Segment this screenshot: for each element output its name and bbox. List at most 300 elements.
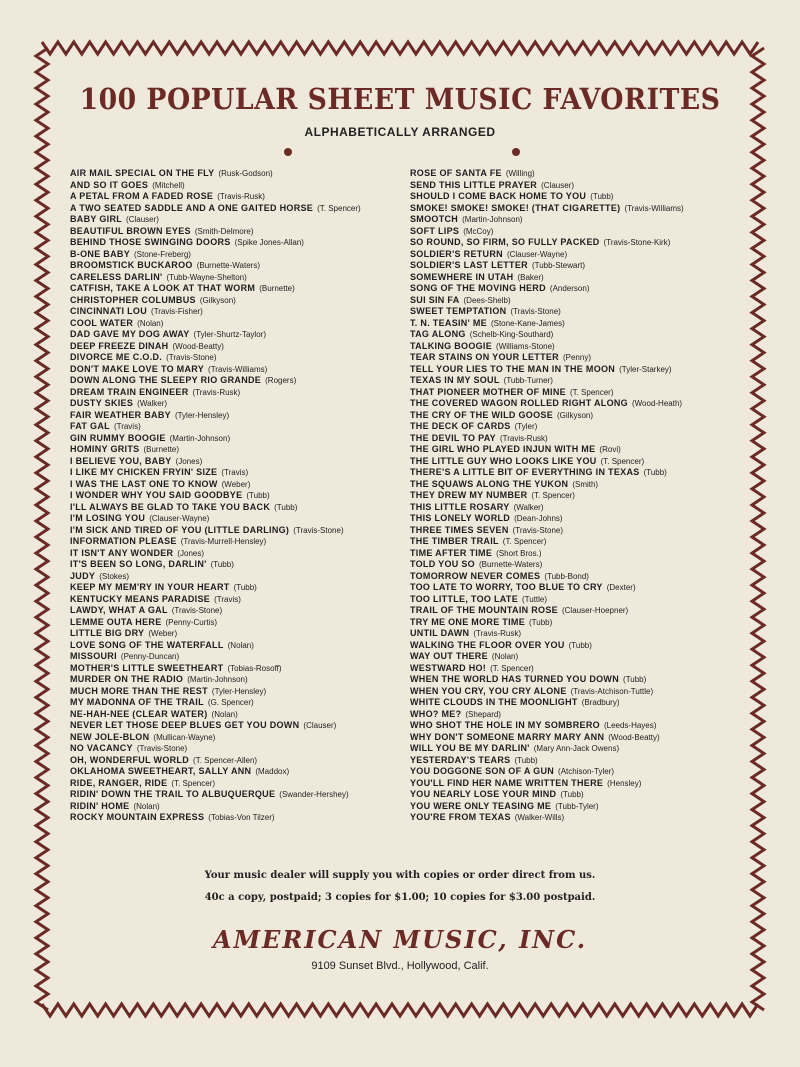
- song-credit: (Maddox): [255, 767, 290, 776]
- song-entry: [70, 180, 361, 192]
- song-credit: (Penny-Duncan): [120, 652, 180, 661]
- song-entry: [410, 651, 684, 663]
- song-credit: (Tubb): [210, 560, 234, 569]
- song-credit: (Tubb-Tyler): [555, 801, 599, 811]
- song-title: NE-HAH-NEE (CLEAR WATER): [70, 708, 208, 719]
- song-credit: (Jones): [177, 548, 205, 558]
- song-entry: [410, 571, 684, 583]
- song-title: THE DECK OF CARDS: [410, 421, 511, 431]
- song-credit: (Rovi): [599, 445, 621, 454]
- song-credit: (T. Spencer): [317, 203, 361, 213]
- song-title: LAWDY, WHAT A GAL: [70, 605, 168, 615]
- song-credit: (Martin-Johnson): [462, 215, 523, 224]
- song-credit: (Travis-Fisher): [151, 307, 203, 316]
- song-entry: [410, 778, 684, 790]
- song-title: LOVE SONG OF THE WATERFALL: [70, 639, 224, 650]
- song-entry: [70, 364, 361, 376]
- song-credit: (Travis-Stone): [293, 525, 344, 535]
- song-title: SWEET TEMPTATION: [410, 306, 507, 316]
- song-title: T. N. TEASIN' ME: [410, 317, 487, 328]
- song-credit: (Weber): [221, 479, 251, 489]
- song-credit: (Tubb): [274, 502, 298, 512]
- song-credit: (Penny-Curtis): [165, 617, 218, 627]
- song-entry: [70, 226, 361, 238]
- song-title: I LIKE MY CHICKEN FRYIN' SIZE: [70, 467, 218, 477]
- song-title: FAIR WEATHER BABY: [70, 409, 171, 420]
- song-title: A PETAL FROM A FADED ROSE: [70, 191, 214, 201]
- song-entry: [410, 191, 684, 203]
- song-title: CARELESS DARLIN': [70, 271, 163, 282]
- song-title: TRY ME ONE MORE TIME: [410, 616, 526, 627]
- song-title: SHOULD I COME BACK HOME TO YOU: [410, 191, 587, 201]
- song-entry: [70, 352, 361, 364]
- song-entry: [70, 674, 361, 686]
- song-title: WHITE CLOUDS IN THE MOONLIGHT: [410, 697, 578, 707]
- song-title: AIR MAIL SPECIAL ON THE FLY: [70, 168, 215, 178]
- song-credit: (T. Spencer): [600, 456, 645, 466]
- song-credit: (Tubb): [568, 640, 592, 650]
- song-title: GIN RUMMY BOOGIE: [70, 432, 166, 443]
- song-credit: (Short Bros.): [496, 548, 542, 558]
- song-title: BEAUTIFUL BROWN EYES: [70, 225, 191, 236]
- song-credit: (Tubb-Bond): [544, 571, 589, 581]
- song-title: B-ONE BABY: [70, 248, 131, 259]
- song-entry: [410, 812, 684, 824]
- song-credit: (Dees-Shelb): [463, 295, 511, 305]
- song-entry: [410, 352, 684, 364]
- song-credit: (Burnette): [259, 284, 295, 293]
- song-entry: [70, 214, 361, 226]
- song-title: MISSOURI: [70, 651, 117, 661]
- song-entry: [410, 341, 684, 353]
- song-credit: (Tubb): [233, 583, 257, 592]
- song-title: FAT GAL: [70, 421, 110, 431]
- song-title: THIS LITTLE ROSARY: [410, 501, 510, 512]
- song-credit: (Tyler): [514, 422, 538, 431]
- song-title: MURDER ON THE RADIO: [70, 674, 184, 684]
- song-title: THE SQUAWS ALONG THE YUKON: [410, 478, 569, 489]
- song-credit: (Jones): [175, 456, 203, 466]
- song-entry: [70, 548, 361, 560]
- song-title: YOU WERE ONLY TEASING ME: [410, 800, 552, 811]
- song-credit: (Tubb): [623, 675, 647, 684]
- song-credit: (Baker): [517, 272, 544, 282]
- song-credit: (Stokes): [99, 571, 130, 581]
- song-entry: [410, 283, 684, 295]
- song-credit: (Walker): [513, 502, 544, 512]
- song-credit: (Mitchell): [152, 180, 185, 190]
- song-credit: (Dean-Johns): [514, 514, 563, 523]
- song-title: DUSTY SKIES: [70, 398, 134, 408]
- song-entry: [410, 513, 684, 525]
- song-title: ROSE OF SANTA FE: [410, 168, 502, 178]
- song-entry: [70, 283, 361, 295]
- song-entry: [410, 387, 684, 399]
- song-title: JUDY: [70, 570, 96, 581]
- song-title: RIDIN' DOWN THE TRAIL TO ALBUQUERQUE: [70, 789, 276, 799]
- song-title: THE GIRL WHO PLAYED INJUN WITH ME: [410, 444, 596, 454]
- song-entry: [70, 571, 361, 583]
- song-credit: (Nolan): [227, 640, 254, 650]
- song-credit: (Nolan): [211, 709, 238, 719]
- song-entry: [70, 490, 361, 502]
- song-entry: [70, 766, 361, 778]
- song-title: MUCH MORE THAN THE REST: [70, 685, 208, 696]
- song-entry: [410, 295, 684, 307]
- song-title: YOU'LL FIND HER NAME WRITTEN THERE: [410, 777, 604, 788]
- song-entry: [410, 226, 684, 238]
- song-entry: [410, 433, 684, 445]
- song-title: TEAR STAINS ON YOUR LETTER: [410, 352, 559, 362]
- song-title: TALKING BOOGIE: [410, 340, 493, 351]
- price-info: 40c a copy, postpaid; 3 copies for $1.00; 10 copies for $3.00 postpaid.: [204, 892, 596, 903]
- song-credit: (Tobias-Von Tilzer): [208, 813, 275, 822]
- song-entry: [70, 789, 361, 801]
- song-entry: [70, 295, 361, 307]
- song-credit: (Walker-Wills): [514, 813, 565, 822]
- song-credit: (Shepard): [465, 709, 501, 719]
- song-credit: (Travis-Williams): [208, 364, 268, 374]
- song-credit: (Atchison-Tyler): [558, 767, 615, 776]
- song-title: TOLD YOU SO: [410, 559, 475, 569]
- song-entry: [410, 617, 684, 629]
- song-title: IT'S BEEN SO LONG, DARLIN': [70, 559, 207, 569]
- song-entry: [410, 559, 684, 571]
- song-title: SONG OF THE MOVING HERD: [410, 283, 546, 293]
- song-entry: [410, 490, 684, 502]
- song-entry: [70, 628, 361, 640]
- song-title: NEW JOLE-BLON: [70, 731, 150, 742]
- song-credit: (Hensley): [607, 778, 642, 788]
- song-credit: (Anderson): [549, 284, 590, 293]
- song-title: SMOKE! SMOKE! SMOKE! (THAT CIGARETTE): [410, 202, 621, 213]
- song-entry: [410, 329, 684, 341]
- song-credit: (Williams-Stone): [496, 341, 555, 351]
- song-list-left: [70, 168, 361, 824]
- song-credit: (Stone-Freberg): [134, 249, 191, 259]
- song-entry: [410, 789, 684, 801]
- song-title: DEEP FREEZE DINAH: [70, 340, 169, 351]
- song-entry: [70, 594, 361, 606]
- song-credit: (McCoy): [463, 226, 494, 236]
- song-credit: (Tuttle): [522, 594, 548, 604]
- song-credit: (Tubb): [590, 192, 614, 201]
- song-title: SOFT LIPS: [410, 225, 460, 236]
- song-title: SO ROUND, SO FIRM, SO FULLY PACKED: [410, 237, 600, 247]
- song-entry: [70, 605, 361, 617]
- song-credit: (Tubb): [529, 617, 553, 627]
- song-entry: [70, 341, 361, 353]
- song-title: WESTWARD HO!: [410, 662, 487, 673]
- song-entry: [410, 548, 684, 560]
- song-credit: (Nolan): [137, 318, 164, 328]
- song-title: A TWO SEATED SADDLE AND A ONE GAITED HORSE: [70, 202, 314, 213]
- song-entry: [410, 536, 684, 548]
- song-entry: [410, 479, 684, 491]
- dealer-note: Your music dealer will supply you with copies or order direct from us.: [204, 870, 596, 881]
- song-credit: (T. Spencer): [531, 491, 575, 500]
- song-credit: (Tyler-Starkey): [619, 364, 672, 374]
- song-title: I BELIEVE YOU, BABY: [70, 455, 172, 466]
- song-title: WAY OUT THERE: [410, 651, 488, 661]
- song-title: IT ISN'T ANY WONDER: [70, 547, 174, 558]
- song-title: WHY DON'T SOMEONE MARRY MARY ANN: [410, 731, 605, 742]
- song-title: BROOMSTICK BUCKAROO: [70, 260, 193, 270]
- song-credit: (Wood-Beatty): [608, 732, 660, 742]
- song-credit: (T. Spencer): [171, 778, 215, 788]
- song-credit: (Travis): [113, 422, 141, 431]
- song-credit: (G. Spencer): [207, 698, 254, 707]
- song-entry: [410, 732, 684, 744]
- song-title: NEVER LET THOSE DEEP BLUES GET YOU DOWN: [70, 720, 300, 730]
- song-credit: (Travis-Stone): [166, 353, 217, 362]
- song-entry: [410, 640, 684, 652]
- song-credit: (Tubb): [560, 790, 584, 799]
- song-title: THE LITTLE GUY WHO LOOKS LIKE YOU: [410, 455, 597, 466]
- song-title: YOU DOGGONE SON OF A GUN: [410, 766, 555, 776]
- song-entry: [70, 686, 361, 698]
- song-credit: (Clauser-Wayne): [149, 514, 210, 523]
- song-entry: [70, 260, 361, 272]
- song-entry: [410, 755, 684, 767]
- song-entry: [70, 398, 361, 410]
- song-title: TOO LITTLE, TOO LATE: [410, 593, 518, 604]
- song-title: BEHIND THOSE SWINGING DOORS: [70, 237, 231, 247]
- song-entry: [70, 467, 361, 479]
- song-entry: [410, 421, 684, 433]
- song-credit: (Dexter): [606, 583, 636, 592]
- song-credit: (Travis-Rusk): [217, 192, 265, 201]
- song-credit: (Walker): [137, 399, 168, 408]
- song-entry: [410, 467, 684, 479]
- song-title: I WAS THE LAST ONE TO KNOW: [70, 478, 218, 489]
- song-credit: (Travis): [214, 594, 241, 604]
- song-entry: [70, 801, 361, 813]
- song-credit: (Bradbury): [581, 698, 620, 707]
- song-entry: [70, 513, 361, 525]
- song-title: SOMEWHERE IN UTAH: [410, 271, 514, 282]
- song-title: LEMME OUTA HERE: [70, 616, 162, 627]
- song-entry: [410, 502, 684, 514]
- song-title: MOTHER'S LITTLE SWEETHEART: [70, 662, 224, 673]
- song-credit: (T. Spencer): [490, 663, 534, 673]
- song-entry: [410, 444, 684, 456]
- song-title: THE CRY OF THE WILD GOOSE: [410, 409, 554, 420]
- song-credit: (Tyler-Hensley): [174, 410, 230, 420]
- song-credit: (Travis-Williams): [624, 203, 684, 213]
- song-title: DIVORCE ME C.O.D.: [70, 352, 163, 362]
- song-title: I'M SICK AND TIRED OF YOU (LITTLE DARLING): [70, 524, 290, 535]
- song-title: CHRISTOPHER COLUMBUS: [70, 294, 196, 305]
- song-title: AND SO IT GOES: [70, 179, 149, 190]
- song-title: CATFISH, TAKE A LOOK AT THAT WORM: [70, 283, 256, 293]
- song-credit: (Travis-Murrell-Hensley): [180, 537, 267, 546]
- song-entry: [410, 801, 684, 813]
- song-credit: (Travis-Stone): [510, 307, 561, 316]
- song-credit: (Rogers): [265, 376, 297, 385]
- song-credit: (Tubb): [514, 755, 538, 765]
- song-credit: (Clauser): [126, 215, 159, 224]
- song-credit: (Martin-Johnson): [187, 675, 248, 684]
- song-credit: (Tubb): [643, 468, 667, 477]
- song-title: DREAM TRAIN ENGINEER: [70, 386, 189, 397]
- song-credit: (Tubb-Wayne-Shelton): [166, 272, 247, 282]
- song-title: SUI SIN FA: [410, 294, 460, 305]
- song-entry: [70, 237, 361, 249]
- song-title: BABY GIRL: [70, 214, 123, 224]
- song-credit: (Smith-Delmore): [194, 226, 254, 236]
- song-entry: [70, 249, 361, 261]
- song-credit: (Travis-Stone-Kirk): [603, 238, 671, 247]
- song-title: THAT PIONEER MOTHER OF MINE: [410, 386, 566, 397]
- song-entry: [70, 697, 361, 709]
- song-title: TOO LATE TO WORRY, TOO BLUE TO CRY: [410, 582, 603, 592]
- song-credit: (Travis-Atchison-Tuttle): [570, 686, 654, 696]
- song-credit: (Travis-Rusk): [192, 387, 241, 397]
- song-title: THREE TIMES SEVEN: [410, 524, 509, 535]
- song-entry: [70, 410, 361, 422]
- song-credit: (Mary Ann-Jack Owens): [533, 744, 620, 753]
- song-entry: [70, 191, 361, 203]
- song-entry: [410, 605, 684, 617]
- song-credit: (Burnette): [143, 445, 180, 454]
- song-credit: (Nolan): [491, 652, 519, 661]
- song-title: WALKING THE FLOOR OVER YOU: [410, 639, 565, 650]
- song-entry: [410, 686, 684, 698]
- song-credit: (Swander-Hershey): [279, 790, 349, 799]
- song-title: CINCINNATI LOU: [70, 306, 148, 316]
- song-credit: (Mullican-Wayne): [153, 732, 216, 742]
- song-title: SMOOTCH: [410, 214, 459, 224]
- song-entry: [410, 398, 684, 410]
- song-title: TRAIL OF THE MOUNTAIN ROSE: [410, 605, 558, 615]
- song-credit: (Weber): [148, 629, 178, 638]
- song-credit: (Travis-Rusk): [500, 433, 548, 443]
- song-title: NO VACANCY: [70, 743, 133, 753]
- page-title: 100 POPULAR SHEET MUSIC FAVORITES: [79, 82, 721, 116]
- song-entry: [70, 456, 361, 468]
- song-entry: [70, 755, 361, 767]
- song-title: OH, WONDERFUL WORLD: [70, 754, 190, 765]
- song-entry: [70, 444, 361, 456]
- song-credit: (T. Spencer): [502, 537, 547, 546]
- song-entry: [70, 720, 361, 732]
- song-credit: (Smith): [572, 479, 599, 489]
- song-title: WHEN THE WORLD HAS TURNED YOU DOWN: [410, 674, 620, 684]
- song-title: TAG ALONG: [410, 329, 466, 339]
- song-title: THEY DREW MY NUMBER: [410, 490, 528, 500]
- song-entry: [70, 732, 361, 744]
- song-credit: (Wood-Beatty): [172, 341, 224, 351]
- song-credit: (Travis): [221, 468, 249, 477]
- song-credit: (Clauser): [541, 180, 574, 190]
- song-credit: (Burnette-Waters): [196, 261, 260, 270]
- song-entry: [410, 525, 684, 537]
- song-entry: [410, 743, 684, 755]
- song-entry: [410, 709, 684, 721]
- song-credit: (Tyler-Hensley): [211, 686, 267, 696]
- song-entry: [410, 180, 684, 192]
- song-entry: [70, 387, 361, 399]
- song-title: THERE'S A LITTLE BIT OF EVERYTHING IN TEXAS: [410, 467, 640, 477]
- song-entry: [70, 329, 361, 341]
- song-entry: [410, 766, 684, 778]
- song-entry: [70, 479, 361, 491]
- song-credit: (Travis-Stone): [512, 525, 564, 535]
- song-title: TEXAS IN MY SOUL: [410, 375, 500, 385]
- page-subtitle: ALPHABETICALLY ARRANGED: [304, 125, 496, 139]
- song-title: RIDE, RANGER, RIDE: [70, 777, 168, 788]
- song-entry: [70, 582, 361, 594]
- song-title: WHEN YOU CRY, YOU CRY ALONE: [410, 685, 567, 696]
- publisher-address: 9109 Sunset Blvd., Hollywood, Calif.: [311, 960, 489, 972]
- song-entry: [70, 421, 361, 433]
- song-credit: (Clauser-Hoepner): [561, 606, 629, 615]
- song-credit: (Gilkyson): [199, 295, 236, 305]
- song-credit: (Wood-Heath): [631, 399, 683, 408]
- song-credit: (T. Spencer-Allen): [193, 755, 258, 765]
- song-entry: [410, 306, 684, 318]
- song-credit: (Tubb-Turner): [503, 376, 553, 385]
- song-entry: [410, 582, 684, 594]
- song-title: INFORMATION PLEASE: [70, 536, 177, 546]
- song-entry: [410, 628, 684, 640]
- song-title: TELL YOUR LIES TO THE MAN IN THE MOON: [410, 363, 616, 374]
- song-title: YESTERDAY'S TEARS: [410, 754, 511, 765]
- song-entry: [70, 778, 361, 790]
- song-title: I WONDER WHY YOU SAID GOODBYE: [70, 490, 243, 500]
- song-entry: [70, 617, 361, 629]
- song-credit: (Willing): [505, 169, 535, 178]
- song-title: RIDIN' HOME: [70, 800, 130, 811]
- song-entry: [410, 318, 684, 330]
- song-title: LITTLE BIG DRY: [70, 628, 145, 638]
- song-entry: [410, 272, 684, 284]
- song-entry: [410, 214, 684, 226]
- publisher-logo: AMERICAN MUSIC, INC.: [212, 925, 588, 954]
- song-credit: (T. Spencer): [569, 387, 614, 397]
- song-credit: (Clauser): [303, 721, 337, 730]
- song-title: I'LL ALWAYS BE GLAD TO TAKE YOU BACK: [70, 501, 271, 512]
- song-title: KENTUCKY MEANS PARADISE: [70, 593, 211, 604]
- song-entry: [70, 502, 361, 514]
- song-entry: [410, 663, 684, 675]
- song-title: KEEP MY MEM'RY IN YOUR HEART: [70, 582, 230, 592]
- song-title: DON'T MAKE LOVE TO MARY: [70, 363, 205, 374]
- song-credit: (Rusk-Godson): [218, 169, 273, 178]
- song-entry: [70, 709, 361, 721]
- song-entry: [70, 812, 361, 824]
- song-title: ROCKY MOUNTAIN EXPRESS: [70, 812, 205, 822]
- song-entry: [410, 364, 684, 376]
- song-credit: (Travis-Rusk): [473, 629, 522, 638]
- song-title: THIS LONELY WORLD: [410, 513, 511, 523]
- song-entry: [70, 663, 361, 675]
- song-entry: [70, 168, 361, 180]
- song-entry: [70, 433, 361, 445]
- song-title: SOLDIER'S LAST LETTER: [410, 260, 528, 270]
- song-title: SEND THIS LITTLE PRAYER: [410, 179, 538, 190]
- song-title: TOMORROW NEVER COMES: [410, 570, 541, 581]
- ornament-dot-left: [284, 148, 292, 156]
- song-entry: [70, 375, 361, 387]
- song-credit: (Spike Jones-Allan): [234, 238, 304, 247]
- song-credit: (Stone-Kane-James): [490, 318, 565, 328]
- song-title: DAD GAVE MY DOG AWAY: [70, 329, 190, 339]
- song-entry: [70, 525, 361, 537]
- song-credit: (Clauser-Wayne): [506, 249, 568, 259]
- song-entry: [70, 272, 361, 284]
